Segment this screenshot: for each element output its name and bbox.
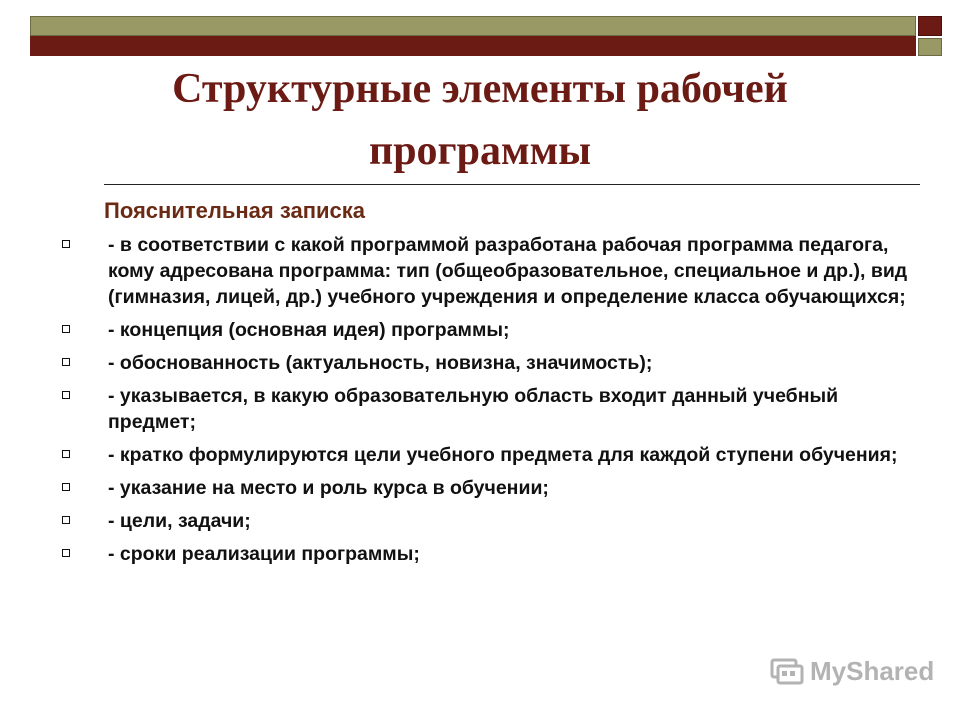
hollow-square-icon — [62, 325, 70, 333]
hollow-square-icon — [62, 450, 70, 458]
list-item — [60, 508, 920, 534]
hollow-square-icon — [62, 549, 70, 557]
list-item — [60, 383, 920, 435]
watermark-text: MyShared — [810, 656, 935, 686]
corner-decor-square-olive — [918, 38, 942, 56]
list-item — [60, 541, 920, 567]
hollow-square-icon — [62, 240, 70, 248]
corner-decor-square-maroon — [918, 16, 942, 36]
list-item — [60, 442, 920, 468]
title-divider — [104, 184, 920, 185]
bullet-text: - кратко формулируются цели учебного предмета для каждой ступени обучения; — [108, 444, 898, 466]
subtitle: Пояснительная записка — [104, 198, 366, 223]
title-line-2: программы — [369, 128, 591, 174]
top-decor-band-olive — [30, 16, 916, 36]
hollow-square-icon — [62, 358, 70, 366]
myshared-logo-icon — [770, 657, 804, 687]
bullet-text: - в соответствии с какой программой разработана рабочая программа педагога, кому адресована программа: тип (общеобразовательное, специальное и др.), вид (гимназия, лицей, др.) учебного учреждения и определение класса обучающихся; — [108, 234, 908, 308]
bullet-text: - концепция (основная идея) программы; — [108, 319, 510, 341]
list-item — [60, 232, 920, 310]
bullet-text: - обоснованность (актуальность, новизна, значимость); — [108, 352, 653, 374]
slide-title — [40, 58, 920, 182]
bullet-text: - указание на место и роль курса в обучении; — [108, 477, 549, 499]
list-item — [60, 350, 920, 376]
myshared-watermark — [770, 656, 934, 687]
list-item — [60, 317, 920, 343]
hollow-square-icon — [62, 391, 70, 399]
hollow-square-icon — [62, 516, 70, 524]
bullet-text: - указывается, в какую образовательную область входит данный учебный предмет; — [108, 385, 839, 433]
list-item — [60, 475, 920, 501]
hollow-square-icon — [62, 483, 70, 491]
bullet-text: - цели, задачи; — [108, 510, 251, 532]
bullet-text: - сроки реализации программы; — [108, 543, 420, 565]
title-line-1: Структурные элементы рабочей — [172, 66, 788, 112]
bullet-list — [60, 232, 920, 574]
top-decor-band-maroon — [30, 36, 916, 56]
